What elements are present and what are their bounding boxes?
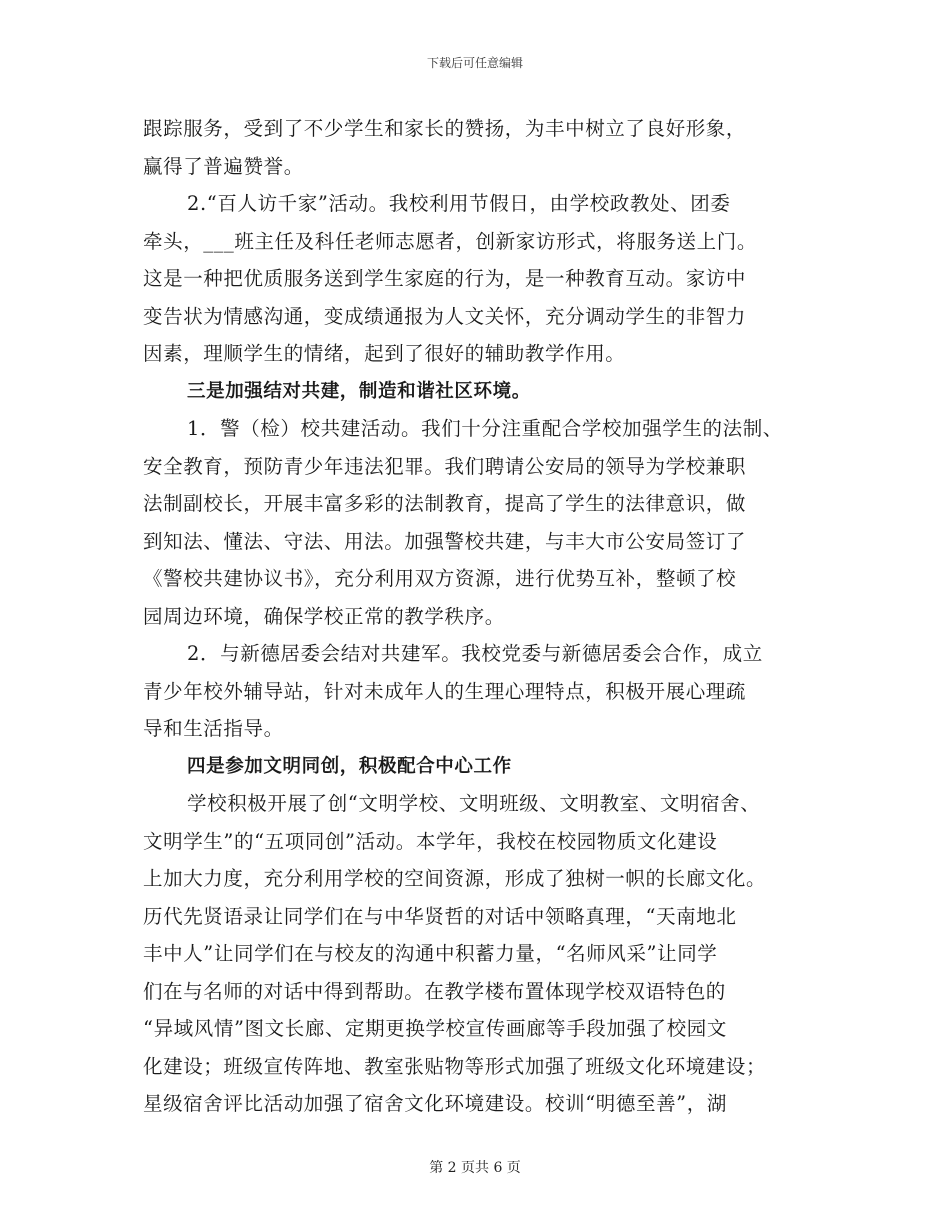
text-line: 安全教育，预防青少年违法犯罪。我们聘请公安局的领导为学校兼职 <box>143 454 747 478</box>
text-line: 学校积极开展了创“文明学校、文明班级、文明教室、文明宿舍、 <box>187 792 761 815</box>
text-line: 历代先贤语录让同学们在与中华贤哲的对话中领略真理，“天南地北 <box>143 904 737 928</box>
text-line: 2.“百人访千家”活动。我校利用节假日，由学校政教处、团委 <box>187 192 731 215</box>
text-line: 文明学生”的“五项同创”活动。本学年，我校在校园物质文化建设 <box>143 829 718 853</box>
section-heading: 三是加强结对共建，制造和谐社区环境。 <box>187 380 531 402</box>
text-line: 青少年校外辅导站，针对未成年人的生理心理特点，积极开展心理疏 <box>143 679 747 703</box>
text-line: 们在与名师的对话中得到帮助。在教学楼布置体现学校双语特色的 <box>143 979 726 1003</box>
text-line: 到知法、懂法、守法、用法。加强警校共建，与丰大市公安局签订了 <box>143 529 747 553</box>
text-line: 星级宿舍评比活动加强了宿舍文化环境建设。校训“明德至善”，湖 <box>143 1092 727 1115</box>
text-line: 1．警（检）校共建活动。我们十分注重配合学校加强学生的法制、 <box>187 417 783 440</box>
document-body <box>143 110 823 1123</box>
page-header-note: 下载后可任意编辑 <box>426 56 523 70</box>
text-line: 园周边环境，确保学校正常的教学秩序。 <box>143 604 505 628</box>
text-line: 跟踪服务，受到了不少学生和家长的赞扬，为丰中树立了良好形象， <box>143 117 747 140</box>
text-line: 导和生活指导。 <box>143 717 284 740</box>
text-line: 因素，理顺学生的情绪，起到了很好的辅助教学作用。 <box>143 342 626 365</box>
text-line: 牵头，___班主任及科任老师志愿者，创新家访形式，将服务送上门。 <box>143 229 757 253</box>
text-line: 这是一种把优质服务送到学生家庭的行为，是一种教育互动。家访中 <box>143 267 747 290</box>
text-line: 丰中人”让同学们在与校友的沟通中积蓄力量，“名师风采”让同学 <box>143 942 718 965</box>
page-number-footer: 第 2 页共 6 页 <box>429 1160 521 1176</box>
text-line: 上加大力度，充分利用学校的空间资源，形成了独树一帜的长廊文化。 <box>143 867 767 890</box>
section-heading: 四是参加文明同创，积极配合中心工作 <box>187 755 512 777</box>
text-line: 变告状为情感沟通，变成绩通报为人文关怀，充分调动学生的非智力 <box>143 304 747 328</box>
text-line: 法制副校长，开展丰富多彩的法制教育，提高了学生的法律意识，做 <box>143 492 747 515</box>
text-line: 2．与新德居委会结对共建军。我校党委与新德居委会合作，成立 <box>187 642 763 665</box>
text-line: “异域风情”图文长廊、定期更换学校宣传画廊等手段加强了校园文 <box>143 1017 727 1040</box>
text-line: 赢得了普遍赞誉。 <box>143 154 304 178</box>
text-line: 化建设；班级宣传阵地、教室张贴物等形式加强了班级文化环境建设； <box>143 1054 767 1078</box>
text-line: 《警校共建协议书》，充分利用双方资源，进行优势互补，整顿了校 <box>143 567 737 590</box>
